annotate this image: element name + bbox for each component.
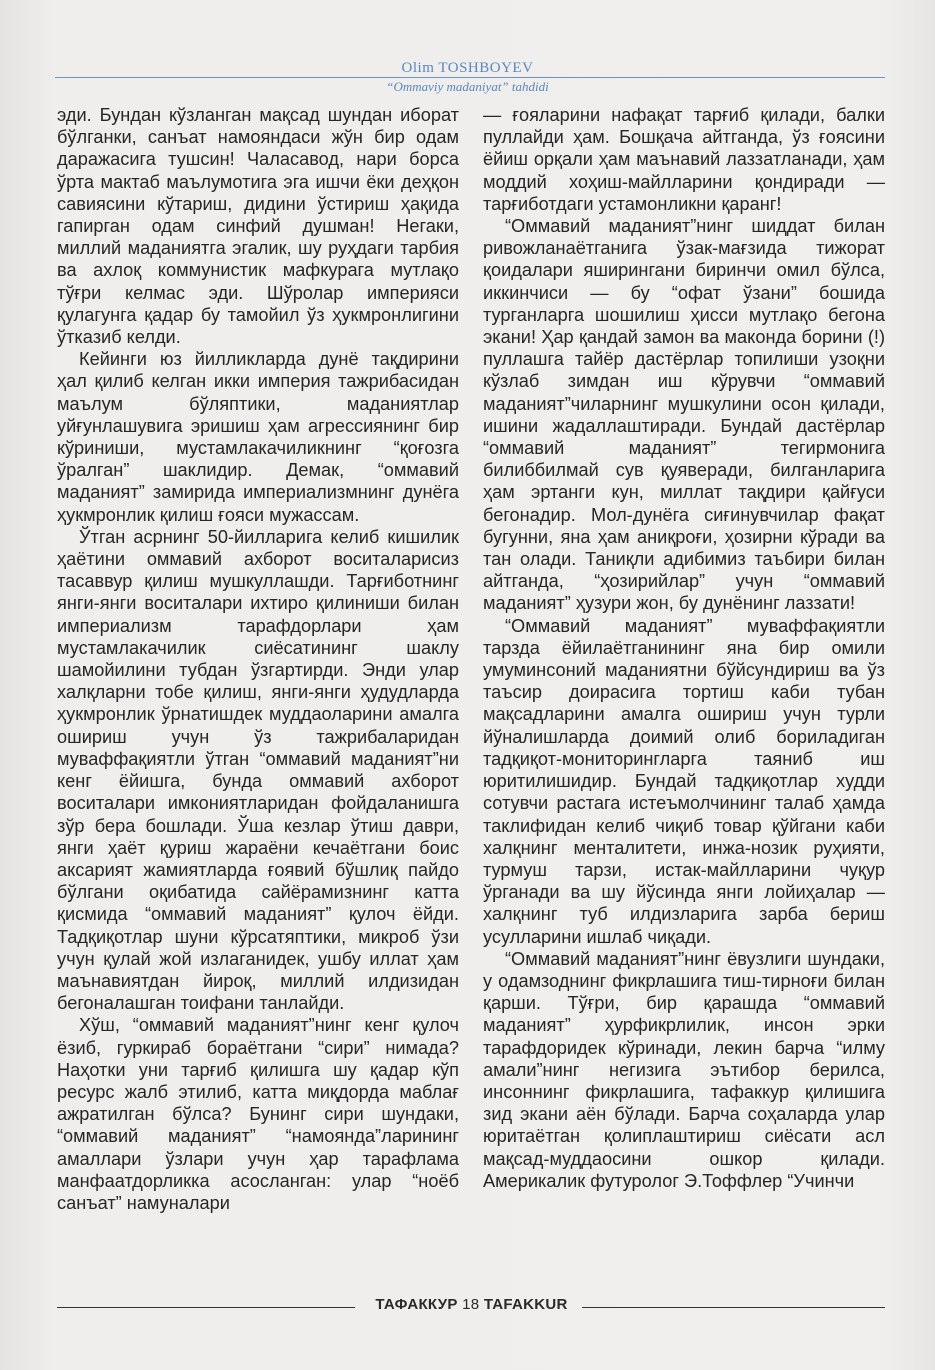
header-rule [55, 77, 885, 78]
footer-magazine-latin: TAFAKKUR [483, 1296, 568, 1313]
footer-rule-left [57, 1307, 355, 1308]
paragraph: эди. Бундан кўзланган мақсад шундан иборат бўлганки, санъат намояндаси жўн бир одам даражасига тушсин! Чаласавод, нари борса ўрта мактаб маълумотига эга ишчи ёки деҳқон савиясини кўтариш, дидини ўстириш ҳақида гапирган одам синфий душман! Негаки, миллий маданиятга эгалик, шу руҳдаги тарбия ва ахлоқ коммунистик мафкурага мутлақо тўғри келмас эди. Шўролар империяси қулагунга қадар бу тамойил ўз ҳукмронлигини ўтказиб келди. [57, 105, 459, 348]
footer-title [369, 1296, 574, 1313]
left-column [57, 104, 459, 1214]
paragraph: Ўтган асрнинг 50-йилларига келиб кишилик ҳаётини оммавий ахборот воситаларисиз тасаввур қилиш мушкуллашди. Тарғиботнинг янги-янги воситалари ихтиро қилиниши билан империализм тарафдорлари ҳам мустамлакачилик сиёсатининг шаклу шамойилини тубдан ўзгартирди. Энди улар халқларни тобе қилиш, янги-янги ҳудудларда ҳукмронлик ўрнатишдек муддаоларини амалга ошириш учун ўз тажрибаларидан муваффақиятли ўтган “оммавий маданият”ни кенг ёйишга, бунда оммавий ахборот воситалари имкониятларидан фойдаланишга зўр бера бошлади. Ўша кезлар ўтиш даври, янги ҳаёт қуриш жараёни кечаётгани боис аксарият жамиятларда ғоявий бўшлиқ пайдо бўлгани оқибатида сайёрамизнинг катта қисмида “оммавий маданият” қулоч ёйди. Тадқиқотлар шуни кўрсатяптики, микроб ўзи учун қулай жой излаганидек, ушбу иллат ҳам маънавиятдан йироқ, миллий илдизидан бегоналашган тоифани танлайди. [57, 526, 459, 1014]
paragraph: “Оммавий маданият”нинг шиддат билан ривожланаётганига ўзак-мағзида тижорат қоидалари яширингани биринчи омил бўлса, иккинчиси — бу “офат ўзани” бошида турганларга шошилиш ҳисси мутлақо бегона экани! Ҳар қандай замон ва маконда борини (!) пуллашга тайёр дастёрлар топилиши узоқни кўзлаб зимдан иш кўрувчи “оммавий маданият”чиларнинг мушкулини осон қилади, ишини жадаллаштиради. Бундай дастёрлар “оммавий маданият” тегирмонига билиббилмай сув қуяверади, билганларига ҳам эртанги кун, миллат тақдири қайғуси бегонадир. Мол-дунёга сиғинувчилар фақат бугунни, яна ҳам аниқроғи, ҳозирни кўради ва тан олади. Таниқли адибимиз таъбири билан айтганда, “ҳозирийлар” учун “оммавий маданият” ҳузури жон, бу дунёнинг лаззати! [483, 216, 885, 614]
footer-magazine-cyrillic: ТАФАККУР [375, 1296, 458, 1313]
running-header-author: Olim TOSHBOYEV [401, 60, 534, 76]
paragraph: Кейинги юз йилликларда дунё тақдирини ҳал қилиб келган икки империя тажрибасидан маълум бўляптики, маданиятлар уйғунлашувига эришиш ҳам агрессиянинг бир кўриниши, мустамлакачиликнинг “қоғозга ўралган” шаклидир. Демак, “оммавий маданият” замирида империализмнинг дунёга ҳукмронлик қилиш ғояси мужассам. [57, 349, 459, 525]
running-header-subtitle: “Ommaviy madaniyat” tahdidi [386, 79, 549, 94]
page-footer [57, 1296, 885, 1318]
paragraph: Хўш, “оммавий маданият”нинг кенг қулоч ёзиб, гуркираб бораётгани “сири” нимада? Наҳотки уни тарғиб қилишга шу қадар кўп ресурс жалб этилиб, катта миқдорда маблағ ажратилган бўлса? Бунинг сири шундаки, “оммавий маданият” “намоянда”ларининг амаллари ўзлари учун ҳар тарафлама манфаатдорликка асосланган: улар “ноёб санъат” намуналари [57, 1015, 459, 1213]
right-column [483, 104, 885, 1192]
footer-rule-right [582, 1307, 885, 1308]
paragraph: — ғояларини нафақат тарғиб қилади, балки пуллайди ҳам. Бошқача айтганда, ўз ғоясини ёйиш орқали ҳам маънавий лаззатланади, ҳам моддий хоҳиш-майлларини қондиради — тарғиботдаги устамонликни қаранг! [483, 105, 885, 214]
paragraph: “Оммавий маданият”нинг ёвузлиги шундаки, у одамзоднинг фикрлашига тиш-тирноғи билан қарши. Тўғри, бир қарашда “оммавий маданият” ҳурфикрлилик, инсон эрки тарафдоридек кўринади, лекин барча “илму амали”нинг негизига эътибор берилса, инсоннинг фикрлашига, тафаккур қилишига зид экани аён бўлади. Барча соҳаларда улар юритаётган қолиплаштириш сиёсати асл мақсад-муддаосини ошкор қилади. Америкалик футуролог Э.Тоффлер “Учинчи [483, 948, 885, 1191]
page-number: 18 [462, 1296, 480, 1313]
paragraph: “Оммавий маданият” муваффақиятли тарзда ёйилаётганининг яна бир омили умуминсоний маданиятни бўйсундириш ва ўз таъсир доирасига тортиш каби тубан мақсадларини амалга ошириш учун турли йўналишларда доимий олиб бориладиган тадқиқот-мониторингларга таяниб иш юритилишидир. Бундай тадқиқотлар худди сотувчи растага истеъмолчининг талаб ҳамда таклифидан келиб чиқиб товар қўйгани каби халқнинг менталитети, инжа-нозик руҳияти, турмуш тарзи, истак-майлларини чуқур ўрганади ва шу йўсинда янги лойиҳалар — халқнинг туб илдизларига зарба бериш усулларини ишлаб чиқади. [483, 615, 885, 947]
